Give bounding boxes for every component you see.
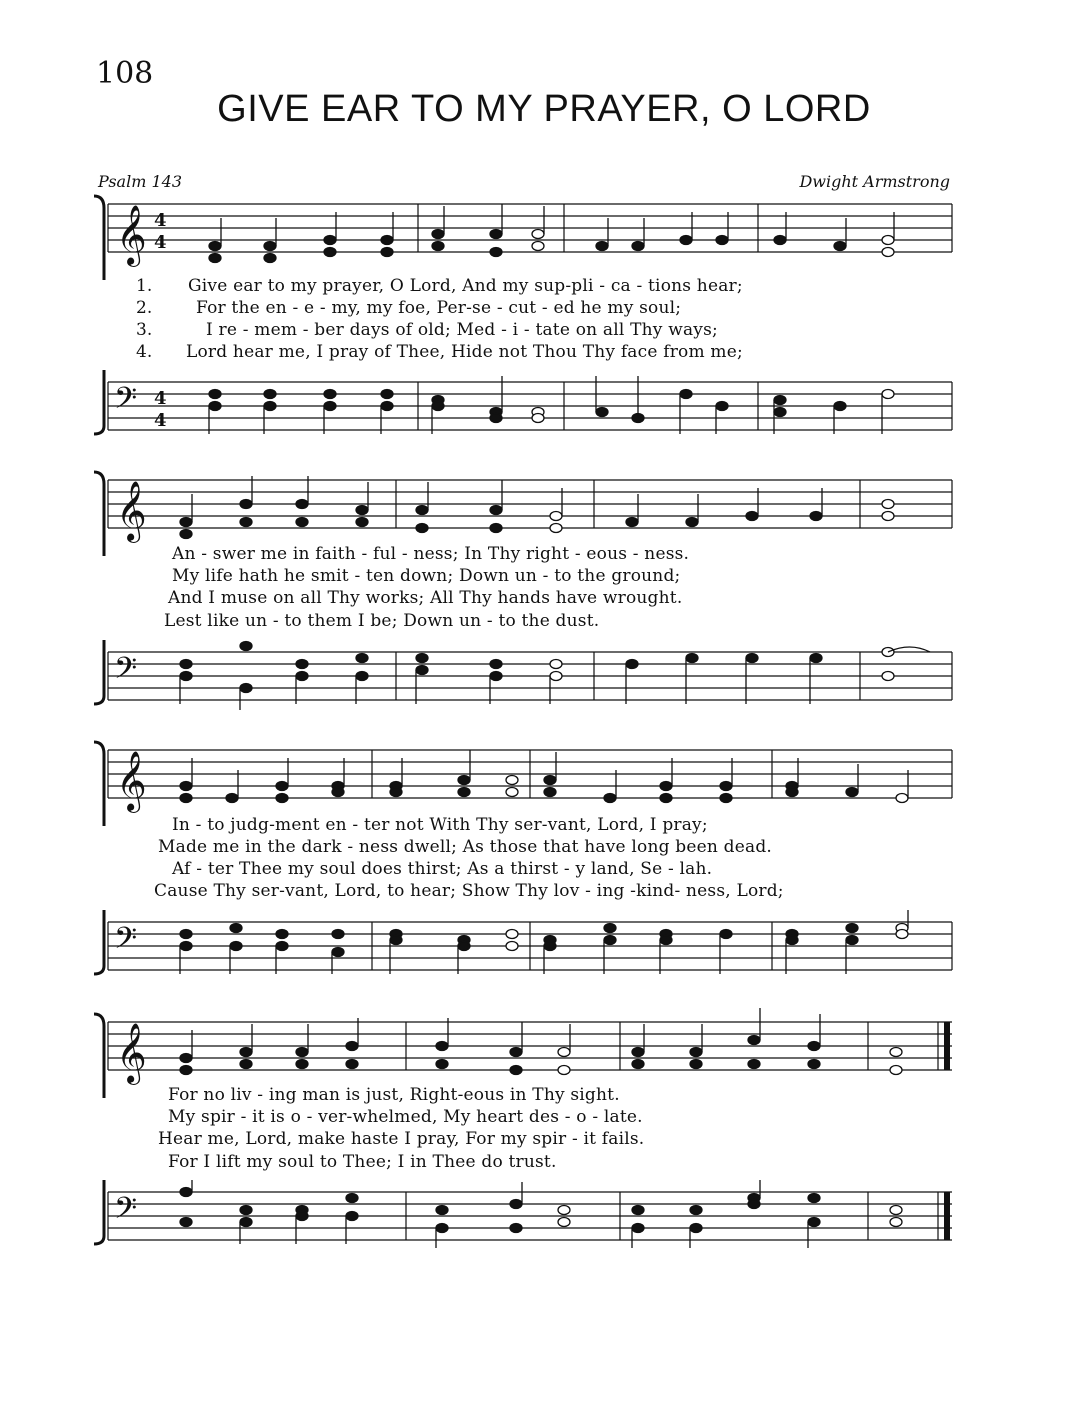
system-4-verse-2: My spir - it is o - ver-whelmed, My heart des - o - late. <box>168 1107 643 1127</box>
treble-clef-icon: 𝄞 <box>116 751 147 811</box>
system-1-verse-3: I re - mem - ber days of old; Med - i - tate on all Thy ways; <box>206 320 718 340</box>
verse-number-3: 3. <box>136 320 153 340</box>
verse-number-1: 1. <box>136 276 153 296</box>
treble-clef-icon: 𝄞 <box>116 1023 147 1083</box>
page-number: 108 <box>96 56 154 91</box>
system-1-bass-staff <box>90 370 960 440</box>
system-3-verse-2: Made me in the dark - ness dwell; As those that have long been dead. <box>158 837 773 857</box>
text-source: Psalm 143 <box>98 172 182 191</box>
verse-number-2: 2. <box>136 298 153 318</box>
system-3-verse-1: In - to judg-ment en - ter not With Thy ser-vant, Lord, I pray; <box>172 815 708 835</box>
system-2-verse-3: And I muse on all Thy works; All Thy hands have wrought. <box>168 588 683 608</box>
svg-text:4: 4 <box>154 388 167 409</box>
system-1-verse-4: Lord hear me, I pray of Thee, Hide not Thou Thy face from me; <box>186 342 743 362</box>
system-2-verse-2: My life hath he smit - ten down; Down un - to the ground; <box>172 566 681 586</box>
system-2-verse-1: An - swer me in faith - ful - ness; In Thy right - eous - ness. <box>172 544 690 564</box>
system-1-treble-staff <box>90 190 960 280</box>
bass-clef-icon: 𝄢 <box>114 1192 138 1233</box>
system-2-verse-4: Lest like un - to them I be; Down un - to the dust. <box>164 611 600 631</box>
svg-text:4: 4 <box>154 232 167 253</box>
verse-number-4: 4. <box>136 342 153 362</box>
bass-clef-icon: 𝄢 <box>114 382 138 423</box>
time-signature: 4 <box>154 210 167 231</box>
system-4-verse-1: For no liv - ing man is just, Right-eous in Thy sight. <box>168 1085 620 1105</box>
bass-clef-icon: 𝄢 <box>114 652 138 693</box>
system-3-verse-3: Af - ter Thee my soul does thirst; As a thirst - y land, Se - lah. <box>172 859 713 879</box>
composer: Dwight Armstrong <box>799 172 950 191</box>
treble-clef-icon: 𝄞 <box>116 205 147 265</box>
hymn-title: GIVE EAR TO MY PRAYER, O LORD <box>217 88 871 130</box>
system-3-treble-staff <box>90 736 960 826</box>
system-4-verse-4: For I lift my soul to Thee; I in Thee do trust. <box>168 1152 557 1172</box>
system-1-verse-2: For the en - e - my, my foe, Per-se - cut - ed he my soul; <box>196 298 682 318</box>
system-3-verse-4: Cause Thy ser-vant, Lord, to hear; Show Thy lov - ing -kind- ness, Lord; <box>154 881 784 901</box>
treble-clef-icon: 𝄞 <box>116 481 147 541</box>
svg-text:4: 4 <box>154 410 167 431</box>
system-4-verse-3: Hear me, Lord, make haste I pray, For my spir - it fails. <box>158 1129 645 1149</box>
system-1-verse-1: Give ear to my prayer, O Lord, And my sup-pli - ca - tions hear; <box>188 276 743 296</box>
system-2-treble-staff <box>90 466 960 556</box>
system-4-bass-staff <box>90 1180 960 1250</box>
bass-clef-icon: 𝄢 <box>114 922 138 963</box>
system-2-bass-staff <box>90 640 960 710</box>
system-3-bass-staff <box>90 910 960 980</box>
